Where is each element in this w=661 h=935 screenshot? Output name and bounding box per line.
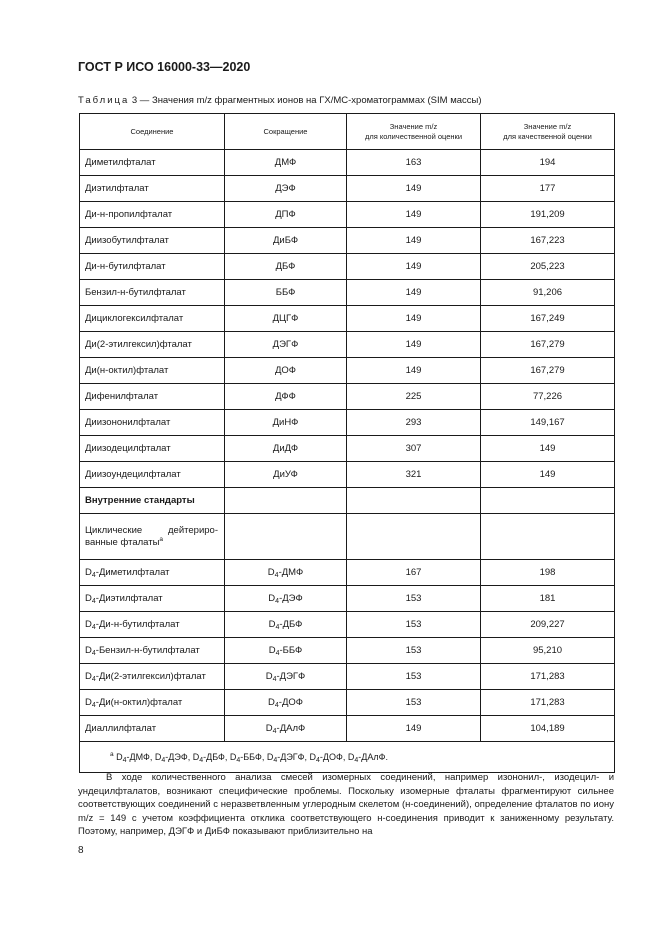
mz-quantitative: 149 bbox=[347, 228, 481, 254]
table-body-standards bbox=[80, 488, 615, 560]
mz-quantitative: 167 bbox=[347, 560, 481, 586]
compound-abbreviation: ДФФ bbox=[225, 384, 347, 410]
mz-qualitative: 167,279 bbox=[481, 332, 615, 358]
paragraph-text: В ходе количественного анализа смесей изомерных соединений, например изононил-, изодецил- и ундецилфталатов, возникают специфические проблемы. Поскольку изомерные фталаты фрагментируют сильнее соответствующих соединений с неразветвленным углеродным скелетом (н-соединений), определение фталатов по иону m/z = 149 с учетом коэффициента отклика соответствующего н-соединения приводит к заниженному результату. Поэтому, например, ДЭГФ и ДиБФ показывают приблизительно на bbox=[78, 772, 614, 837]
section-row-internal-standards bbox=[80, 488, 615, 514]
mz-qualitative: 171,283 bbox=[481, 690, 615, 716]
mz-qualitative: 95,210 bbox=[481, 638, 615, 664]
mz-quantitative: 153 bbox=[347, 612, 481, 638]
table-row bbox=[80, 436, 615, 462]
table-row bbox=[80, 560, 615, 586]
compound-abbreviation: ББФ bbox=[225, 280, 347, 306]
compound-abbreviation: ДМФ bbox=[225, 150, 347, 176]
table-row bbox=[80, 690, 615, 716]
compound-abbreviation: $D_4$-ДМФ bbox=[225, 560, 347, 586]
compound-name: Диизононилфталат bbox=[80, 410, 225, 436]
compound-abbreviation: ДиБФ bbox=[225, 228, 347, 254]
compound-name: Ди(2-этилгексил)фталат bbox=[80, 332, 225, 358]
compound-name: Диэтилфталат bbox=[80, 176, 225, 202]
table-row bbox=[80, 306, 615, 332]
mz-quantitative: 153 bbox=[347, 690, 481, 716]
table-row bbox=[80, 150, 615, 176]
table-row bbox=[80, 716, 615, 742]
mz-qualitative: 209,227 bbox=[481, 612, 615, 638]
table-header-row bbox=[80, 114, 615, 150]
mz-quantitative: 321 bbox=[347, 462, 481, 488]
mz-quantitative: 153 bbox=[347, 586, 481, 612]
compound-abbreviation: ДиУФ bbox=[225, 462, 347, 488]
table-row bbox=[80, 586, 615, 612]
page-number: 8 bbox=[78, 845, 84, 856]
compound-name: $D_4-Ди-н$-бутилфталат bbox=[80, 612, 225, 638]
document-header: ГОСТ Р ИСО 16000-33—2020 bbox=[78, 60, 251, 74]
table-row bbox=[80, 280, 615, 306]
compound-name: Диметилфталат bbox=[80, 150, 225, 176]
compound-abbreviation: ДиНФ bbox=[225, 410, 347, 436]
table-row bbox=[80, 202, 615, 228]
subsection-label-text: Циклические дейтериро-ванные фталаты bbox=[85, 524, 218, 548]
mz-quantitative: 153 bbox=[347, 664, 481, 690]
mz-qualitative: 167,279 bbox=[481, 358, 615, 384]
mz-qualitative: 91,206 bbox=[481, 280, 615, 306]
table-row bbox=[80, 358, 615, 384]
mz-qualitative: 191,209 bbox=[481, 202, 615, 228]
mz-quantitative: 225 bbox=[347, 384, 481, 410]
compound-abbreviation: ДЭФ bbox=[225, 176, 347, 202]
compound-abbreviation: $D_4$-ДЭГФ bbox=[225, 664, 347, 690]
subsection-row-deuterated bbox=[80, 514, 615, 560]
compound-abbreviation: ДПФ bbox=[225, 202, 347, 228]
mz-qualitative: 167,249 bbox=[481, 306, 615, 332]
mz-qualitative: 77,226 bbox=[481, 384, 615, 410]
mz-qualitative: 149 bbox=[481, 436, 615, 462]
mz-quantitative: 149 bbox=[347, 716, 481, 742]
column-header-compound: Соединение bbox=[80, 114, 225, 150]
compound-name: $D_4$-Диэтилфталат bbox=[80, 586, 225, 612]
compound-name: Ди-н-пропилфталат bbox=[80, 202, 225, 228]
section-label: Внутренние стандарты bbox=[80, 488, 225, 514]
mz-quantitative: 307 bbox=[347, 436, 481, 462]
mz-quantitative: 149 bbox=[347, 202, 481, 228]
compound-abbreviation: $D_4$-ББФ bbox=[225, 638, 347, 664]
compound-name: Ди-н-бутилфталат bbox=[80, 254, 225, 280]
mz-quantitative: 149 bbox=[347, 254, 481, 280]
compound-name: Диаллилфталат bbox=[80, 716, 225, 742]
table-row bbox=[80, 410, 615, 436]
caption-text: 3 — Значения m/z фрагментных ионов на ГХ/МС-хроматограммах (SIM массы) bbox=[129, 95, 482, 106]
table-body-last bbox=[80, 716, 615, 773]
compound-name: Бензил-н-бутилфталат bbox=[80, 280, 225, 306]
caption-prefix: Таблица bbox=[78, 95, 130, 106]
mz-qualitative: 194 bbox=[481, 150, 615, 176]
footnote-mark: a bbox=[159, 535, 164, 543]
table-footnote: $^a$ $D_4$-ДМФ, $D_4$-ДЭФ, $D_4$-ДБФ, $D_4$-ББФ, $D_4$-ДЭГФ, $D_4$-ДОФ, $D_4$-ДАлФ. bbox=[80, 742, 615, 773]
compound-abbreviation: ДЦГФ bbox=[225, 306, 347, 332]
table-caption bbox=[78, 95, 482, 106]
compound-abbreviation: ДОФ bbox=[225, 358, 347, 384]
compound-name: $D_4-Бензил-н$-бутилфталат bbox=[80, 638, 225, 664]
mz-qualitative: 181 bbox=[481, 586, 615, 612]
compound-abbreviation: ДБФ bbox=[225, 254, 347, 280]
mz-qualitative: 171,283 bbox=[481, 664, 615, 690]
compound-name: Дифенилфталат bbox=[80, 384, 225, 410]
footnote-mark: a bbox=[110, 751, 114, 758]
mz-qualitative: 205,223 bbox=[481, 254, 615, 280]
compound-abbreviation: $D_4$-ДЭФ bbox=[225, 586, 347, 612]
mz-quantitative: 149 bbox=[347, 176, 481, 202]
subsection-label bbox=[85, 525, 224, 549]
mz-qualitative: 167,223 bbox=[481, 228, 615, 254]
table-row bbox=[80, 612, 615, 638]
mz-qualitative: 198 bbox=[481, 560, 615, 586]
fragment-ions-table bbox=[79, 113, 615, 773]
mz-quantitative: 149 bbox=[347, 306, 481, 332]
compound-abbreviation: $D_4$-ДБФ bbox=[225, 612, 347, 638]
compound-abbreviation: $D_4$-ДАлФ bbox=[225, 716, 347, 742]
footnote-row bbox=[80, 742, 615, 773]
compound-name: Диизодецилфталат bbox=[80, 436, 225, 462]
column-header-qualitative: Значение m/z для качественной оценки bbox=[481, 114, 615, 150]
compound-name: $D_4-Ди(н-октил)фталат$ bbox=[80, 690, 225, 716]
compound-abbreviation: ДиДФ bbox=[225, 436, 347, 462]
compound-name: Дициклогексилфталат bbox=[80, 306, 225, 332]
column-header-quantitative: Значение m/z для количественной оценки bbox=[347, 114, 481, 150]
compound-name: $D_4-Ди(2-этилгексил)фталат$ bbox=[80, 664, 225, 690]
table-row bbox=[80, 332, 615, 358]
compound-name: Диизобутилфталат bbox=[80, 228, 225, 254]
compound-name: $D_4$-Диметилфталат bbox=[80, 560, 225, 586]
table-row bbox=[80, 664, 615, 690]
table-body-deuterated bbox=[80, 560, 615, 716]
compound-name: Диизоундецилфталат bbox=[80, 462, 225, 488]
compound-abbreviation: $D_4$-ДОФ bbox=[225, 690, 347, 716]
mz-quantitative: 149 bbox=[347, 280, 481, 306]
table-row bbox=[80, 638, 615, 664]
table-row bbox=[80, 228, 615, 254]
mz-qualitative: 149 bbox=[481, 462, 615, 488]
mz-quantitative: 149 bbox=[347, 358, 481, 384]
compound-abbreviation: ДЭГФ bbox=[225, 332, 347, 358]
mz-qualitative: 149,167 bbox=[481, 410, 615, 436]
table-row bbox=[80, 176, 615, 202]
mz-quantitative: 153 bbox=[347, 638, 481, 664]
table-row bbox=[80, 254, 615, 280]
table-body-phthalates bbox=[80, 150, 615, 488]
mz-qualitative: 177 bbox=[481, 176, 615, 202]
compound-name: Ди(н-октил)фталат bbox=[80, 358, 225, 384]
mz-quantitative: 293 bbox=[347, 410, 481, 436]
table-row bbox=[80, 384, 615, 410]
column-header-abbreviation: Сокращение bbox=[225, 114, 347, 150]
mz-quantitative: 163 bbox=[347, 150, 481, 176]
mz-quantitative: 149 bbox=[347, 332, 481, 358]
mz-qualitative: 104,189 bbox=[481, 716, 615, 742]
body-paragraph bbox=[78, 771, 614, 839]
table-row bbox=[80, 462, 615, 488]
